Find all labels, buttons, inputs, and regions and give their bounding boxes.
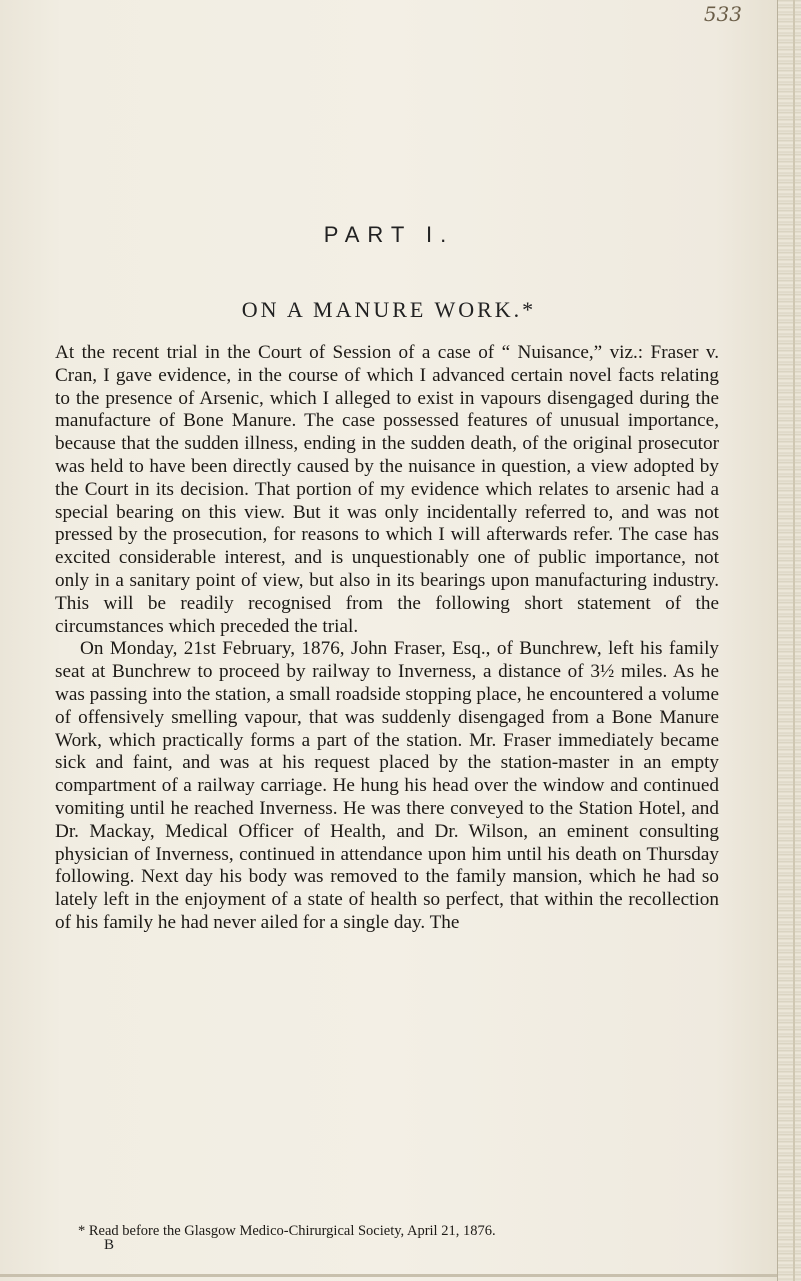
body-text — [55, 342, 719, 935]
page-stack-line — [793, 0, 795, 1281]
part-heading: PART I. — [323, 222, 455, 247]
page-stack-edge — [777, 0, 801, 1281]
footnote: * Read before the Glasgow Medico-Chirurgical Society, April 21, 1876. — [78, 1223, 496, 1239]
paragraph-2: On Monday, 21st February, 1876, John Fraser, Esq., of Bunchrew, left his family seat at Bunchrew to proceed by railway to Inverness, a distance of 3½ miles. As he was passing into the station, a small roadside stopping place, he encountered a volume of offensively smelling vapour, that was suddenly disengaged from a Bone Manure Work, which practically forms a part of the station. Mr. Fraser immediately became sick and faint, and was at his request placed by the station-master in an empty compartment of a railway carriage. He hung his head over the window and continued vomiting until he reached Inverness. He was there conveyed to the Station Hotel, and Dr. Mackay, Medical Officer of Health, and Dr. Wilson, an eminent consulting physician of Inverness, continued in attendance upon him until his death on Thursday following. Next day his body was removed to the family mansion, which he had so lately left in the enjoyment of a state of health so perfect, that within the recollection of his family he had never ailed for a single day. The — [55, 638, 719, 933]
article-title: ON A MANURE WORK.* — [241, 297, 537, 322]
page-bottom-edge — [0, 1274, 778, 1277]
signature-mark: B — [104, 1237, 115, 1253]
folio-number: 533 — [703, 2, 742, 26]
paragraph-1: At the recent trial in the Court of Session of a case of “ Nuisance,” viz.: Fraser v. Cran, I gave evidence, in the course of which I advanced certain novel facts relating to the presence of Arsenic, which I alleged to exist in vapours disengaged during the manufacture of Bone Manure. The case possessed features of unusual importance, because that the sudden illness, ending in the sudden death, of the original prosecutor was held to have been directly caused by the nuisance in question, a view adopted by the Court in its decision. That portion of my evidence which relates to arsenic had a special bearing on this view. But it was only incidentally referred to, and was not pressed by the prosecution, for reasons to which I will afterwards refer. The case has excited considerable interest, and is unquestionably one of public importance, not only in a sanitary point of view, but also in its bearings upon manufacturing industry. This will be readily recognised from the following short statement of the circumstances which preceded the trial. — [55, 342, 719, 637]
